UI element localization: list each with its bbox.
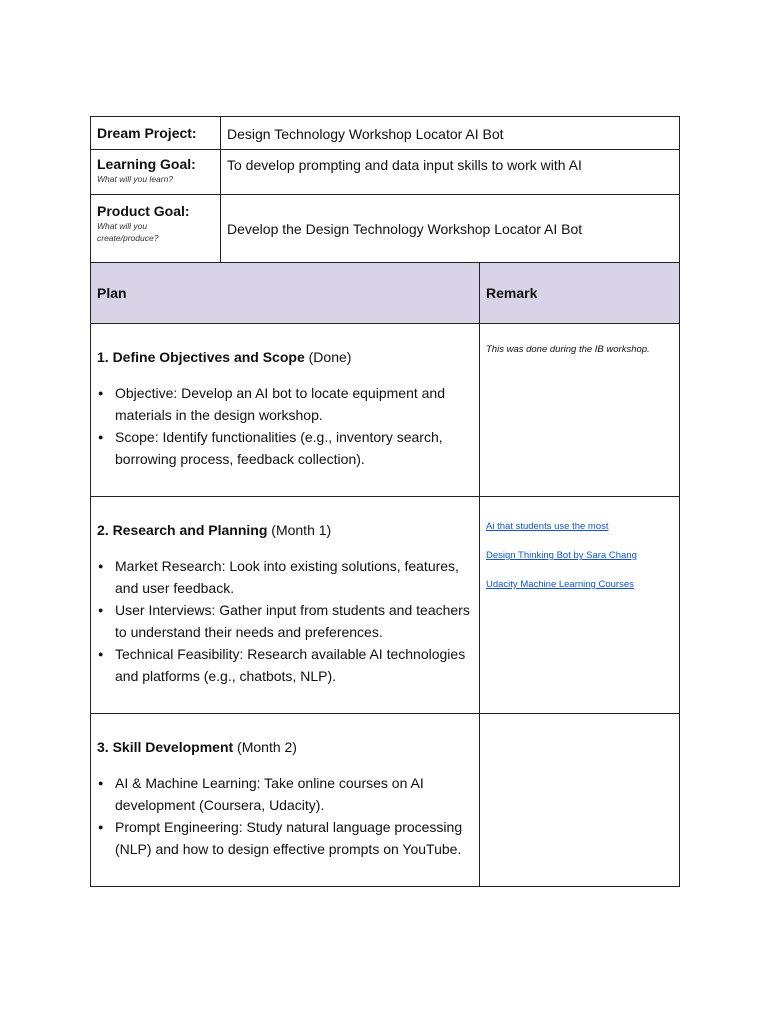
dream-project-row — [91, 117, 680, 150]
plan-row-1 — [91, 324, 680, 497]
learning-goal-value: To develop prompting and data input skills to work with AI — [221, 150, 680, 195]
remark-link-ai-usage[interactable]: Ai that students use the most — [486, 521, 609, 532]
plan-header-row — [91, 263, 680, 324]
learning-goal-label-cell — [91, 150, 221, 195]
step-3-title: 3. Skill Development — [97, 739, 234, 755]
learning-goal-hint: What will you learn? — [97, 174, 174, 184]
step-2-title: 2. Research and Planning — [97, 522, 268, 538]
learning-goal-label: Learning Goal: — [97, 156, 196, 172]
remark-link-design-thinking-bot[interactable]: Design Thinking Bot by Sara Chang — [486, 550, 637, 561]
step-1-title: 1. Define Objectives and Scope — [97, 349, 305, 365]
dream-project-value: Design Technology Workshop Locator AI Bot — [221, 117, 680, 150]
step-2-timing: (Month 1) — [267, 522, 332, 538]
step-3-timing: (Month 2) — [233, 739, 297, 755]
remark-step-1-note: This was done during the IB workshop. — [486, 344, 650, 355]
remark-step-2 — [480, 497, 680, 714]
step-1-bullet-1: ● Objective: Develop an AI bot to locate equipment and materials in the design workshop. — [115, 382, 473, 426]
step-3-bullets — [97, 772, 473, 860]
remark-column-header: Remark — [480, 263, 680, 324]
product-goal-label-cell — [91, 195, 221, 263]
dream-project-label-cell — [91, 117, 221, 150]
plan-row-3 — [91, 714, 680, 887]
dream-project-label: Dream Project: — [97, 125, 197, 141]
plan-step-2 — [91, 497, 480, 714]
step-3-heading — [97, 736, 473, 758]
remark-link-udacity-courses[interactable]: Udacity Machine Learning Courses — [486, 579, 634, 590]
step-2-bullet-1: ● Market Research: Look into existing solutions, features, and user feedback. — [115, 555, 473, 599]
plan-step-3 — [91, 714, 480, 887]
plan-step-1 — [91, 324, 480, 497]
step-2-bullets — [97, 555, 473, 687]
step-3-bullet-2: ● Prompt Engineering: Study natural language processing (NLP) and how to design effective prompts on YouTube. — [115, 816, 473, 860]
plan-column-header: Plan — [91, 263, 480, 324]
step-1-timing: (Done) — [304, 349, 352, 365]
product-goal-row — [91, 195, 680, 263]
step-2-bullet-3: ● Technical Feasibility: Research available AI technologies and platforms (e.g., chatbots, NLP). — [115, 643, 473, 687]
step-1-bullet-2: ● Scope: Identify functionalities (e.g., inventory search, borrowing process, feedback collection). — [115, 426, 473, 470]
plan-table — [90, 262, 680, 887]
step-3-bullet-1: ● AI & Machine Learning: Take online courses on AI development (Coursera, Udacity). — [115, 772, 473, 816]
product-goal-hint: What will you create/produce? — [97, 221, 159, 243]
project-info-table — [90, 116, 680, 263]
planning-document — [90, 116, 680, 887]
product-goal-label: Product Goal: — [97, 203, 190, 219]
product-goal-value: Develop the Design Technology Workshop Locator AI Bot — [221, 195, 680, 263]
remark-step-3 — [480, 714, 680, 887]
step-2-bullet-2: ● User Interviews: Gather input from students and teachers to understand their needs and preferences. — [115, 599, 473, 643]
step-1-bullets — [97, 382, 473, 470]
step-1-heading — [97, 346, 473, 368]
learning-goal-row — [91, 150, 680, 195]
step-2-heading — [97, 519, 473, 541]
plan-row-2 — [91, 497, 680, 714]
remark-step-1 — [480, 324, 680, 497]
